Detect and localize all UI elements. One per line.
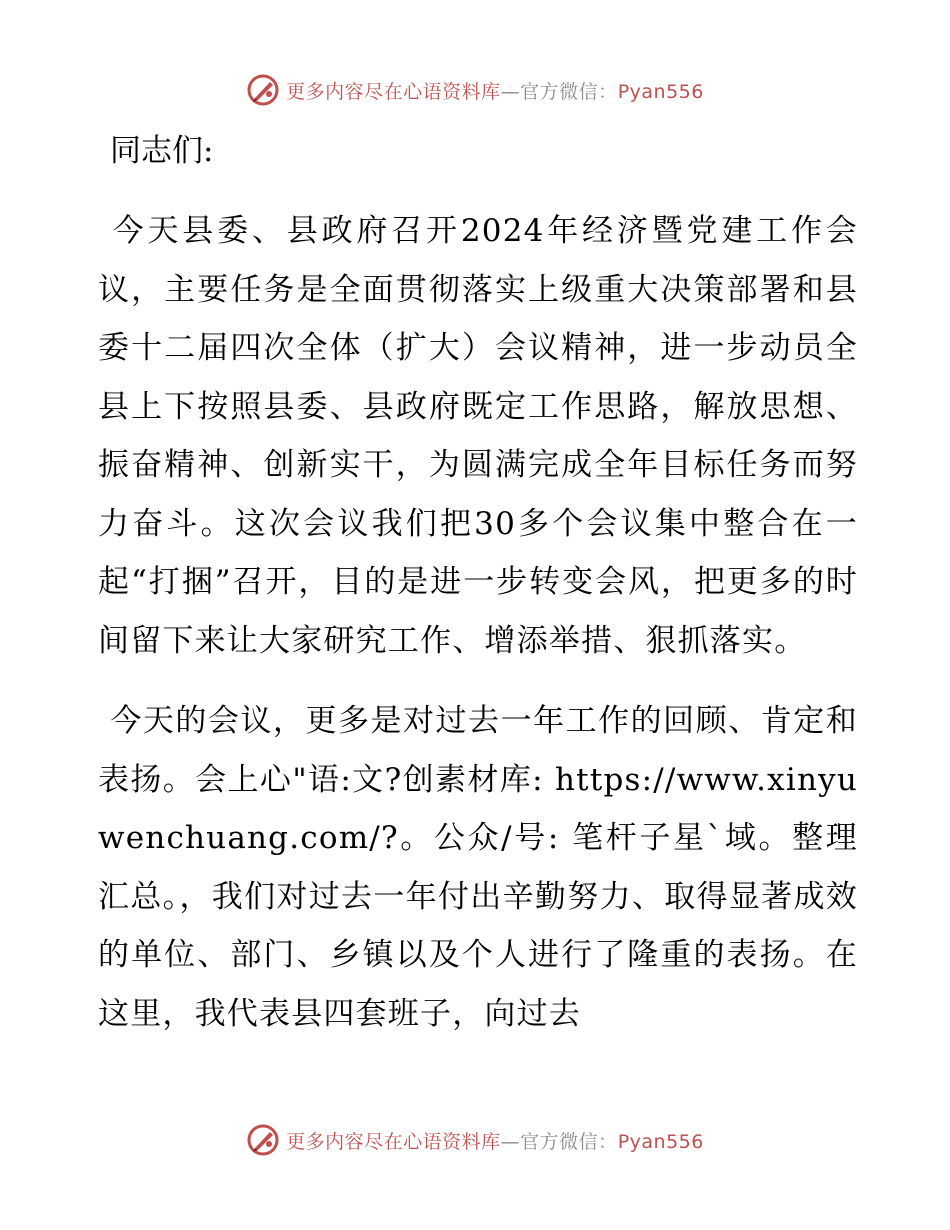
watermark-brand: 更多内容尽在心语资料库 bbox=[286, 80, 501, 103]
watermark-separator: — bbox=[500, 1130, 521, 1153]
greeting: 同志们: bbox=[110, 133, 214, 169]
paragraph-2 bbox=[98, 692, 858, 1043]
quill-pen-seal-icon bbox=[246, 1123, 280, 1157]
quill-pen-seal-icon bbox=[246, 73, 280, 107]
paragraph-1-text: 今天县委、县政府召开2024年经济暨党建工作会议，主要任务是全面贯彻落实上级重大决策部署和县委十二届四次全体（扩大）会议精神，进一步动员全县上下按照县委、县政府既定工作思路，解放思想、振奋精神、创新实干，为圆满完成全年目标任务而努力奋斗。这次会议我们把30多个会议集中整合在一起“打捆”召开，目的是进一步转变会风，把更多的时间留下来让大家研究工作、增添举措、狠抓落实。 bbox=[98, 213, 858, 659]
paragraph-2-text: 今天的会议，更多是对过去一年工作的回顾、肯定和表扬。会上心"语:文?创素材库: https://www.xinyuwenchuang.com/?。公众/号: 笔杆子星`域。整理汇总。，我们对过去一年付出辛勤努力、取得显著成效的单位、部门、乡镇以及个人进行了隆重的表扬。在这里，我代表县四套班子，向过去 bbox=[98, 703, 858, 1032]
document-body bbox=[98, 122, 858, 1065]
watermark-text bbox=[286, 77, 704, 104]
footer-watermark bbox=[0, 1120, 950, 1160]
watermark-text bbox=[286, 1127, 704, 1154]
watermark-official-label: 官方微信： bbox=[520, 80, 618, 103]
watermark-brand: 更多内容尽在心语资料库 bbox=[286, 1130, 501, 1153]
paragraph-1 bbox=[98, 202, 858, 670]
watermark-wechat-id: Pyan556 bbox=[617, 80, 704, 103]
watermark-official-label: 官方微信： bbox=[520, 1130, 618, 1153]
watermark-wechat-id: Pyan556 bbox=[617, 1130, 704, 1153]
header-watermark bbox=[0, 70, 950, 110]
watermark-separator: — bbox=[500, 80, 521, 103]
